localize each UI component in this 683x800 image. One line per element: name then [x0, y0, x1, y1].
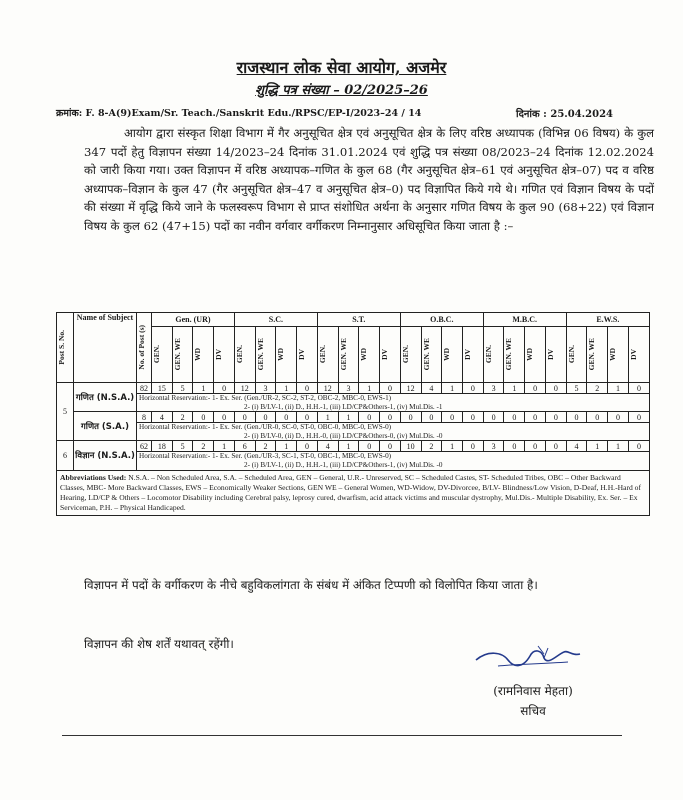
sub-header-cell: GEN.: [152, 327, 173, 383]
value-cell: 0: [566, 412, 587, 423]
value-cell: 4: [421, 383, 442, 394]
abbreviations-row: [57, 470, 650, 515]
sub-header-cell: DV: [628, 327, 649, 383]
value-cell: 0: [463, 441, 484, 452]
value-cell: 0: [276, 412, 297, 423]
value-cell: 5: [172, 383, 193, 394]
signatory-designation: सचिव: [520, 704, 546, 718]
horizontal-reservation-cell: [137, 394, 650, 412]
value-cell: 0: [525, 441, 546, 452]
value-cell: 4: [317, 441, 338, 452]
group-header-mbc: M.B.C.: [483, 313, 566, 327]
sub-header-cell: GEN. WE: [255, 327, 276, 383]
value-cell: 0: [380, 441, 401, 452]
subject-cell: विज्ञान (N.S.A.): [74, 441, 137, 470]
group-header-obc: O.B.C.: [400, 313, 483, 327]
value-cell: 1: [276, 441, 297, 452]
sub-header-cell: WD: [276, 327, 297, 383]
value-cell: 0: [359, 441, 380, 452]
value-cell: 1: [317, 412, 338, 423]
value-cell: 0: [545, 441, 566, 452]
value-cell: 6: [234, 441, 255, 452]
col-subject-header: Name of Subject: [74, 313, 137, 383]
sub-header-cell: GEN. WE: [504, 327, 525, 383]
value-cell: 1: [276, 383, 297, 394]
value-cell: 2: [421, 441, 442, 452]
abbreviations-cell: [57, 470, 650, 515]
value-cell: 0: [525, 383, 546, 394]
reservation-line-2: 2- (i) B/LV-1, (ii) D., H.H.-1, (iii) LD/CP&Others-1, (iv) Mul.Dis. -0: [244, 460, 443, 469]
value-cell: 10: [400, 441, 421, 452]
value-cell: 1: [504, 383, 525, 394]
value-cell: 15: [152, 383, 173, 394]
value-cell: 5: [566, 383, 587, 394]
post-classification-table: [56, 312, 650, 516]
value-cell: 0: [525, 412, 546, 423]
sub-header-cell: GEN.: [234, 327, 255, 383]
value-cell: 3: [483, 383, 504, 394]
value-cell: 18: [152, 441, 173, 452]
value-cell: 0: [359, 412, 380, 423]
value-cell: 4: [566, 441, 587, 452]
value-cell: 1: [587, 441, 608, 452]
value-cell: 3: [255, 383, 276, 394]
value-cell: 0: [380, 383, 401, 394]
table-row: [57, 412, 650, 423]
group-header-sc: S.C.: [234, 313, 317, 327]
value-cell: 2: [587, 383, 608, 394]
reservation-line-2: 2- (i) B/LV-1, (ii) D., H.H.-1, (iii) LD/CP&Others-1, (iv) Mul.Dis. -1: [244, 402, 443, 411]
sub-header-cell: WD: [608, 327, 629, 383]
value-cell: 0: [628, 412, 649, 423]
value-cell: 0: [463, 412, 484, 423]
horizontal-reservation-cell: [137, 452, 650, 470]
value-cell: 0: [380, 412, 401, 423]
value-cell: 0: [297, 383, 318, 394]
reference-number: क्रमांक: F. 8-A(9)Exam/Sr. Teach./Sanskrit Edu./RPSC/EP-I/2023–24 / 14: [56, 108, 422, 119]
col-posts-header: No. of Post (s): [137, 313, 152, 383]
sub-header-cell: GEN.: [566, 327, 587, 383]
value-cell: 0: [214, 412, 235, 423]
value-cell: 12: [400, 383, 421, 394]
sub-header-cell: GEN. WE: [172, 327, 193, 383]
value-cell: 0: [608, 412, 629, 423]
bottom-rule: [62, 735, 622, 736]
value-cell: 1: [214, 441, 235, 452]
office-title: राजस्थान लोक सेवा आयोग, अजमेर: [236, 58, 447, 77]
reservation-line-1: Horizontal Reservation:- 1- Ex. Ser. (Gen./UR-3, SC-1, ST-0, OBC-1, MBC-0, EWS-0): [139, 452, 392, 461]
value-cell: 0: [545, 412, 566, 423]
main-paragraph: [84, 124, 654, 236]
value-cell: 1: [193, 383, 214, 394]
table-row: [57, 441, 650, 452]
value-cell: 4: [152, 412, 173, 423]
value-cell: 1: [359, 383, 380, 394]
sub-header-cell: WD: [525, 327, 546, 383]
value-cell: 12: [234, 383, 255, 394]
value-cell: 0: [255, 412, 276, 423]
value-cell: 0: [193, 412, 214, 423]
corrigendum-number: शुद्धि पत्र संख्या – 02/2025–26: [255, 83, 428, 98]
group-header-ews: E.W.S.: [566, 313, 649, 327]
horizontal-reservation-row: [57, 423, 650, 441]
value-cell: 1: [442, 441, 463, 452]
terms-note: विज्ञापन की शेष शर्तें यथावत् रहेंगी।: [84, 637, 234, 651]
value-cell: 12: [317, 383, 338, 394]
sub-header-cell: GEN. WE: [421, 327, 442, 383]
sub-header-cell: GEN.: [400, 327, 421, 383]
deletion-note: विज्ञापन में पदों के वर्गीकरण के नीचे बहुविकलांगता के संबंध में अंकित टिप्पणी को विलोपित किया जाता है।: [84, 578, 538, 592]
sub-header-cell: GEN. WE: [338, 327, 359, 383]
value-cell: 3: [338, 383, 359, 394]
post-sno-cell: 6: [57, 441, 74, 470]
horizontal-reservation-row: [57, 394, 650, 412]
main-paragraph-text: आयोग द्वारा संस्कृत शिक्षा विभाग में गैर अनुसूचित क्षेत्र एवं अनुसूचित क्षेत्र के लिए वरिष्ठ अध्यापक (विभिन्न 06 विषय) के कुल 347 पदों हेतु विज्ञापन संख्या 14/2023–24 दिनांक 31.01.2024 एवं शुद्धि पत्र संख्या 08/2023–24 दिनांक 12.02.2024 को जारी किया गया। उक्त विज्ञापन में वरिष्ठ अध्यापक–गणित के कुल 68 (गैर अनुसूचित क्षेत्र–61 एवं अनुसूचित क्षेत्र–07) पद व वरिष्ठ अध्यापक–विज्ञान के कुल 47 (गैर अनुसूचित क्षेत्र–47 व अनुसूचित क्षेत्र–0) पद विज्ञापित किये गये थे। गणित एवं विज्ञान विषय के पदों की संख्या में वृद्धि किये जाने के फलस्वरूप विभाग से प्राप्त संशोधित अर्थना के अनुसार गणित विषय के कुल 90 (68+22) एवं विज्ञान विषय के कुल 62 (47+15) पदों का नवीन वर्गवार वर्गीकरण निम्नानुसार अधिसूचित किया जाता है :–: [84, 126, 654, 233]
subject-cell: गणित (S.A.): [74, 412, 137, 441]
value-cell: 0: [442, 412, 463, 423]
sub-header-cell: DV: [463, 327, 484, 383]
reservation-line-2: 2- (i) B/LV-0, (ii) D., H.H.-0, (iii) LD/CP&Others-0, (iv) Mul.Dis. -0: [244, 431, 443, 440]
value-cell: 1: [338, 441, 359, 452]
abbreviations-label: Abbreviations Used:: [60, 472, 127, 482]
value-cell: 0: [628, 383, 649, 394]
value-cell: 0: [297, 441, 318, 452]
value-cell: 0: [463, 383, 484, 394]
horizontal-reservation-cell: [137, 423, 650, 441]
value-cell: 5: [172, 441, 193, 452]
sub-header-cell: GEN. WE: [587, 327, 608, 383]
value-cell: 0: [234, 412, 255, 423]
abbreviations-text: N.S.A. – Non Scheduled Area, S.A. – Scheduled Area, GEN – General, U.R.- Unreserved, SC – Scheduled Castes, ST- Scheduled Tribes, OBC – Other Backward Classes, MBC- More Backward Classes, EWS – Economically Weaker Sections, GEN WE – General Women, WD-Widow, DV-Divorcee, B/LV- Blindness/Low Vision, D-Deaf, H.H.-Hard of Hearing, LD/CP & Others – Locomotor Disability including Cerebral palsy, leprosy cured, dwarfism, acid attack victims and muscular dystrophy, Mul.Dis.- Multiple Disability, Ex. Ser. – Ex Serviceman, P.H. – Physical Handicaped.: [60, 472, 642, 512]
signatory-name: (रामनिवास मेहता): [493, 684, 573, 698]
value-cell: 3: [483, 441, 504, 452]
value-cell: 0: [214, 383, 235, 394]
col-sno-header: Post S. No.: [57, 313, 74, 383]
signature: [468, 640, 588, 674]
value-cell: 0: [483, 412, 504, 423]
group-header-gen: Gen. (UR): [152, 313, 235, 327]
sub-header-cell: DV: [214, 327, 235, 383]
sub-header-cell: DV: [545, 327, 566, 383]
value-cell: 0: [504, 441, 525, 452]
horizontal-reservation-row: [57, 452, 650, 470]
sub-header-cell: DV: [380, 327, 401, 383]
table-row: [57, 383, 650, 394]
value-cell: 2: [193, 441, 214, 452]
value-cell: 0: [400, 412, 421, 423]
value-cell: 1: [442, 383, 463, 394]
subject-cell: गणित (N.S.A.): [74, 383, 137, 412]
sub-header-cell: WD: [442, 327, 463, 383]
issue-date: दिनांक : 25.04.2024: [515, 109, 613, 120]
sub-header-cell: WD: [193, 327, 214, 383]
value-cell: 1: [338, 412, 359, 423]
value-cell: 82: [137, 383, 152, 394]
sub-header-cell: GEN.: [483, 327, 504, 383]
value-cell: 0: [587, 412, 608, 423]
sub-header-cell: GEN.: [317, 327, 338, 383]
value-cell: 0: [504, 412, 525, 423]
reservation-line-1: Horizontal Reservation:- 1- Ex. Ser. (Gen./UR-0, SC-0, ST-0, OBC-0, MBC-0, EWS-0): [139, 423, 392, 432]
value-cell: 2: [172, 412, 193, 423]
value-cell: 0: [421, 412, 442, 423]
sub-header-cell: WD: [359, 327, 380, 383]
value-cell: 1: [608, 383, 629, 394]
reservation-line-1: Horizontal Reservation:- 1- Ex. Ser. (Gen./UR-2, SC-2, ST-2, OBC-2, MBC-0, EWS-1): [139, 394, 392, 402]
value-cell: 2: [255, 441, 276, 452]
post-sno-cell: 5: [57, 383, 74, 441]
sub-header-cell: DV: [297, 327, 318, 383]
value-cell: 0: [628, 441, 649, 452]
value-cell: 62: [137, 441, 152, 452]
group-header-st: S.T.: [317, 313, 400, 327]
value-cell: 0: [297, 412, 318, 423]
value-cell: 0: [545, 383, 566, 394]
value-cell: 1: [608, 441, 629, 452]
value-cell: 8: [137, 412, 152, 423]
